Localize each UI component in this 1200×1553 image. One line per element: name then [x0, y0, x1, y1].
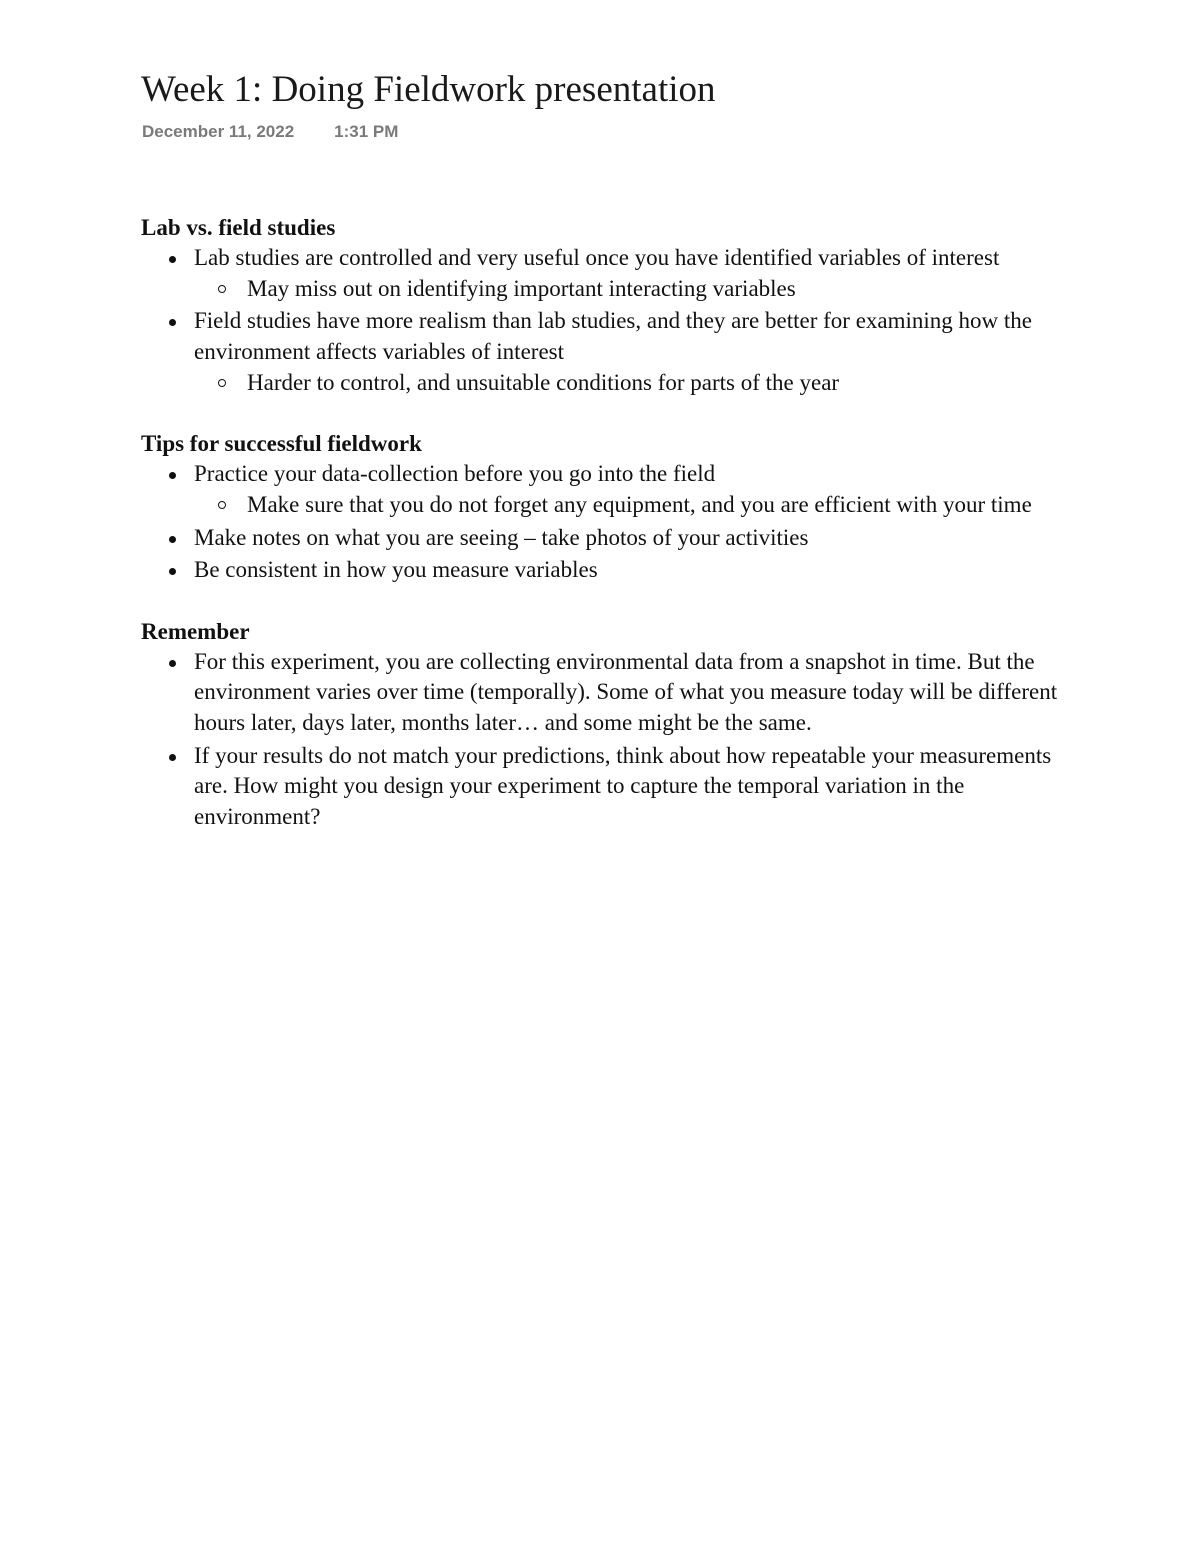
- list-item: [194, 555, 1071, 586]
- list-item-text: Practice your data-collection before you go into the field: [194, 461, 716, 487]
- list-item: [194, 647, 1071, 739]
- list-item-text: For this experiment, you are collecting environmental data from a snapshot in time. But the environment varies over time (temporally). Some of what you measure today will be different hours later, days later, months later… and some might be the same.: [194, 648, 1058, 736]
- page-title: Week 1: Doing Fieldwork presentation: [141, 69, 716, 110]
- list-item-text: Make notes on what you are seeing – take photos of your activities: [194, 524, 809, 550]
- note-date: December 11, 2022: [142, 122, 295, 141]
- sub-list-item: Make sure that you do not forget any equipment, and you are efficient with your time: [247, 490, 1071, 521]
- bullet-list: [141, 243, 1071, 398]
- note-body: [141, 212, 1071, 863]
- list-item-text: Field studies have more realism than lab studies, and they are better for examining how the environment affects variables of interest: [194, 308, 1032, 364]
- sub-bullet-list: [194, 368, 1071, 399]
- section-lab-vs-field: [141, 212, 1071, 398]
- list-item: [194, 523, 1071, 554]
- list-item: [194, 459, 1071, 521]
- sub-bullet-list: [194, 274, 1071, 305]
- list-item: [194, 306, 1071, 398]
- list-item: [194, 243, 1071, 305]
- list-item: [194, 741, 1071, 833]
- sub-list-item: May miss out on identifying important interacting variables: [247, 274, 1071, 305]
- note-time: 1:31 PM: [334, 122, 399, 141]
- bullet-list: [141, 459, 1071, 585]
- section-remember: [141, 616, 1071, 833]
- sub-list-item: Harder to control, and unsuitable conditions for parts of the year: [247, 368, 1071, 399]
- section-tips: [141, 428, 1071, 585]
- bullet-list: [141, 647, 1071, 833]
- list-item-text: Lab studies are controlled and very useful once you have identified variables of interest: [194, 245, 1000, 270]
- note-timestamp: [142, 122, 398, 142]
- section-heading: Tips for successful fieldwork: [141, 431, 422, 457]
- list-item-text: Be consistent in how you measure variables: [194, 556, 598, 582]
- list-item-text: If your results do not match your predictions, think about how repeatable your measurements are. How might you design your experiment to capture the temporal variation in the environment?: [194, 742, 1052, 830]
- sub-bullet-list: [194, 490, 1071, 521]
- section-heading: Lab vs. field studies: [141, 215, 336, 240]
- section-heading: Remember: [141, 618, 250, 644]
